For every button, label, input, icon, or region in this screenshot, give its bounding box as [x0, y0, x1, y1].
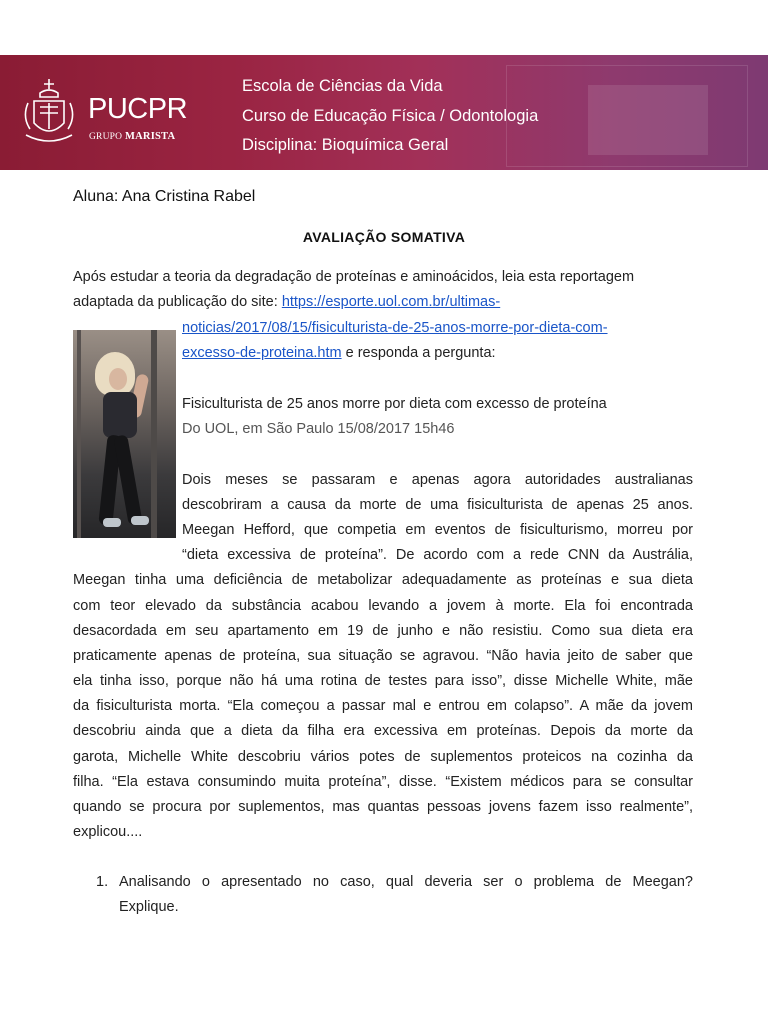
- article-line: “dieta excessiva de proteína”. De acordo com a rede CNN da Austrália,: [182, 547, 693, 563]
- document-title: AVALIAÇÃO SOMATIVA: [302, 229, 466, 245]
- photo-detail: [103, 392, 137, 438]
- article-line: filha. “Ela estava consumindo muita proteína”, disse. “Existem médicos para se consultar: [73, 774, 693, 790]
- photo-detail: [151, 330, 157, 538]
- discipline-name: Disciplina: Bioquímica Geral: [242, 136, 449, 154]
- article-line: desacordada em seu apartamento em 19 de junho e não resistiu. Como sua dieta era: [73, 623, 693, 639]
- article-line: Dois meses se passaram e apenas agora autoridades australianas: [182, 472, 693, 488]
- intro-text: adaptada da publicação do site:: [73, 294, 282, 310]
- article-line: Meegan tinha uma deficiência de metabolizar adequadamente as proteínas e sua dieta: [73, 572, 693, 588]
- article-line: quando se procura por suplementos, mas quantas pessoas jovens fazem isso realmente”,: [73, 799, 693, 815]
- pucpr-logo: [18, 73, 218, 153]
- course-name: Curso de Educação Física / Odontologia: [242, 106, 539, 125]
- bodybuilder-photo: [73, 330, 176, 538]
- article-line: garota, Michelle White descobriu vários potes de suplementos proteicos na cozinha da: [73, 749, 693, 765]
- logo-group: [89, 131, 175, 142]
- school-name: Escola de Ciências da Vida: [242, 77, 443, 95]
- photo-detail: [103, 518, 121, 527]
- article-line: explicou....: [73, 824, 143, 840]
- intro-line: [182, 316, 608, 341]
- article-line: da fisiculturista morta. “Ela começou a passar mal e entrou em colapso”. A mãe da jovem: [73, 698, 693, 714]
- article-line: Meegan Hefford, que competia em eventos de fisiculturismo, morreu por: [182, 522, 693, 538]
- photo-detail: [109, 368, 127, 390]
- source-link[interactable]: excesso-de-proteina.htm: [182, 345, 342, 361]
- article-line: ela tinha isso, porque não há uma rotina de testes para isso”, disse Michelle White, mãe: [73, 673, 693, 689]
- question-text: [119, 870, 693, 920]
- intro-line: Após estudar a teoria da degradação de proteínas e aminoácidos, leia esta reportagem: [73, 269, 635, 285]
- article-line: praticamente apenas de proteína, sua situação se agravou. “Não havia jeito de saber que: [73, 648, 693, 664]
- intro-line: [182, 341, 496, 366]
- article-byline: Do UOL, em São Paulo 15/08/2017 15h46: [182, 421, 455, 437]
- logo-group-prefix: GRUPO: [89, 132, 123, 142]
- student-name: Aluna: Ana Cristina Rabel: [73, 188, 256, 205]
- source-link[interactable]: https://esporte.uol.com.br/ultimas-: [281, 294, 501, 310]
- question-line: Analisando o apresentado no caso, qual deveria ser o problema de Meegan?: [119, 874, 693, 890]
- banner-decoration: [588, 85, 708, 155]
- question-number: 1.: [96, 874, 109, 890]
- logo-group-name: MARISTA: [125, 131, 176, 142]
- article-line: descobriu ainda que a dieta da filha era excessiva em proteínas. Depois da morte da: [73, 723, 693, 739]
- header-banner: [0, 55, 768, 170]
- intro-text: e responda a pergunta:: [341, 345, 496, 361]
- photo-detail: [131, 516, 149, 525]
- photo-detail: [113, 434, 142, 525]
- source-link[interactable]: noticias/2017/08/15/fisiculturista-de-25-anos-morre-por-dieta-com-: [182, 320, 608, 336]
- photo-detail: [77, 330, 81, 538]
- header-info: [242, 72, 538, 161]
- question-line: Explique.: [119, 899, 179, 916]
- intro-line: [73, 290, 500, 315]
- article-headline: Fisiculturista de 25 anos morre por dieta com excesso de proteína: [182, 396, 607, 412]
- article-line: descobriram a causa da morte de uma fisiculturista de apenas 25 anos.: [182, 497, 693, 513]
- logo-name: PUCPR: [88, 93, 188, 125]
- crest-icon: [18, 73, 80, 147]
- article-line: com teor elevado da substância acabou levando a jovem à morte. Ela foi encontrada: [73, 598, 693, 614]
